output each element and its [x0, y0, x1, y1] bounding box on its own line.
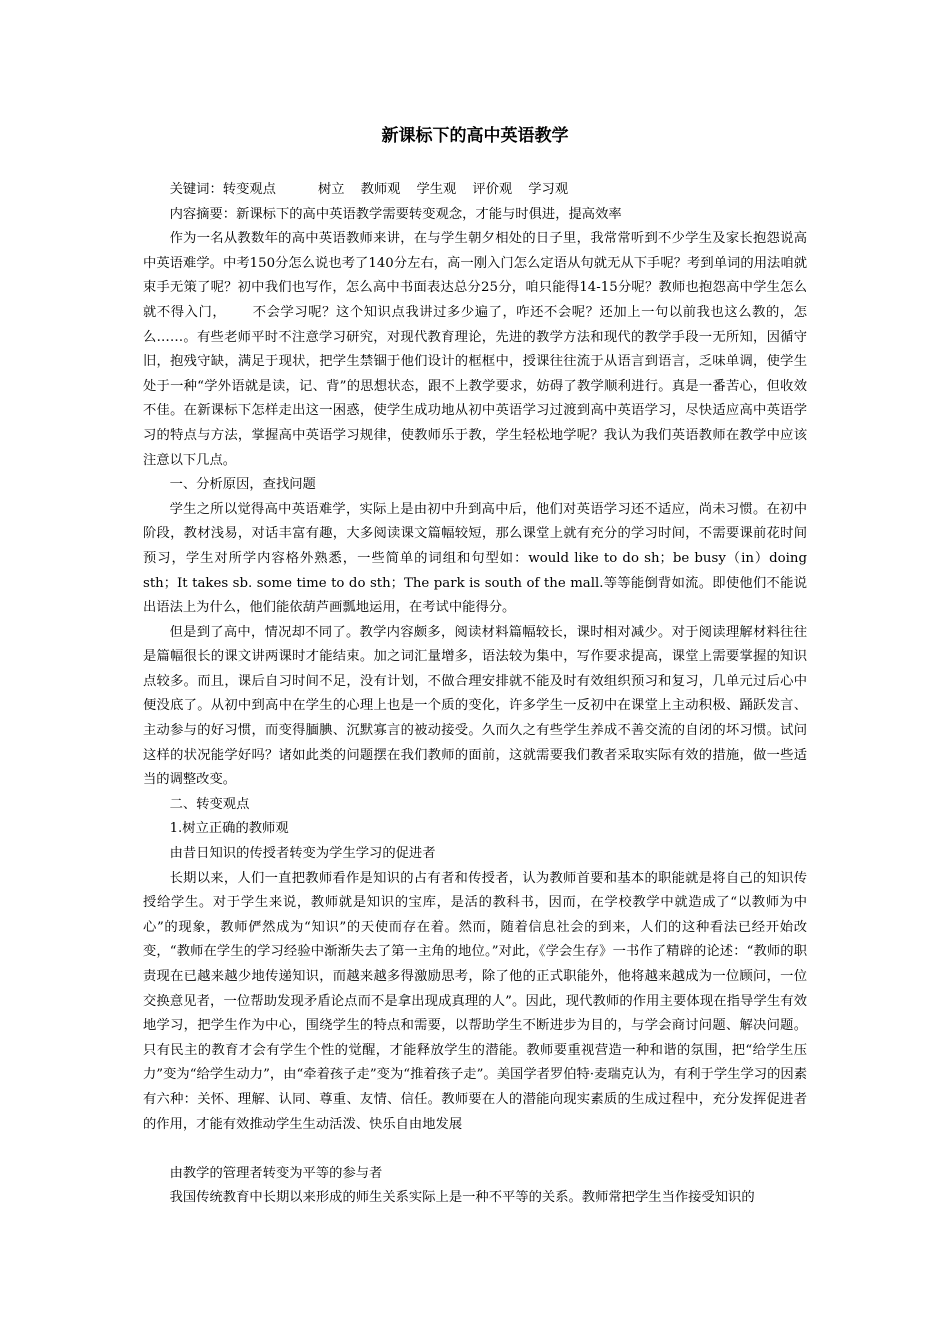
intro-text-part2: 不会学习呢？这个知识点我讲过多少遍了，咋还不会呢？还加上一句以前我也这么教的，怎么……。有些老师平时不注意学习研究，对现代教育理论，先进的教学方法和现代的教学手段一无所知，因循守旧，抱残守缺，满足于现状，把学生禁锢于他们设计的框框中，授课往往流于从语言到语言，乏味单调，使学生处于一种“学外语就是读，记、背”的思想状态，跟不上教学要求，妨碍了教学顺利进行。真是一番苦心，但收效不佳。在新课标下怎样走出这一困惑，使学生成功地从初中英语学习过渡到高中英语学习，尽快适应高中英语学习的特点与方法，掌握高中英语学习规律，使教师乐于教，学生轻松地学呢？我认为我们英语教师在教学中应该注意以下几点。 — [143, 304, 808, 468]
subsection-1b-heading: 由教学的管理者转变为平等的参与者 — [169, 1165, 383, 1181]
keyword-item: 教师观 — [360, 182, 401, 197]
keywords-label: 关键词：转变观点 — [169, 182, 276, 197]
section-1-heading: 一、分析原因，查找问题 — [169, 477, 316, 493]
section-1-paragraph-1: 学生之所以觉得高中英语难学，实际上是由初中升到高中后，他们对英语学习还不适应，尚未习惯。在初中阶段，教材浅易，对话丰富有趣，大多阅读课文篇幅较短，那么课堂上就有充分的学习时间，不需要课前花时间预习，学生对所学内容格外熟悉，一些简单的词组和句型如：would like to do sh；be busy（in）doing sth；It takes sb. some time to do sth；The park is south of the mall.等等能倒背如流。即使他们不能说出语法上为什么，他们能依葫芦画瓢地运用，在考试中能得分。 — [143, 501, 807, 616]
keyword-item: 学生观 — [416, 182, 457, 197]
section-2-heading: 二、转变观点 — [169, 796, 250, 812]
subsection-1-heading: 1.树立正确的教师观 — [169, 821, 289, 837]
keyword-item: 评价观 — [472, 182, 513, 197]
intro-text-part1: 作为一名从教数年的高中英语教师来讲，在与学生朝夕相处的日子里，我常常听到不少学生及家长抱怨说高中英语难学。中考150分怎么说也考了140分左右，高一刚入门怎么定语从句就无从下手呢？考到单词的用法咱就束手无策了呢？初中我们也写作，怎么高中书面表达总分25分，咱只能得14-15分呢？教师也抱怨高中学生怎么就不得入门， — [143, 231, 807, 320]
keywords-line — [143, 178, 807, 203]
intro-paragraph — [143, 227, 807, 473]
subsection-1a-paragraph: 长期以来，人们一直把教师看作是知识的占有者和传授者，认为教师首要和基本的职能就是将自己的知识传授给学生。对于学生来说，教师就是知识的宝库，是活的教科书，因而，在学校教学中就造成了“以教师为中心”的现象，教师俨然成为“知识”的天使而存在着。然而，随着信息社会的到来，人们的这种看法已经开始改变，“教师在学生的学习经验中渐渐失去了第一主角的地位。”对此，《学会生存》一书作了精辟的论述：“教师的职责现在已越来越少地传递知识，而越来越多得激励思考，除了他的正式职能外，他将越来越成为一位顾问，一位交换意见者，一位帮助发现矛盾论点而不是拿出现成真理的人”。因此，现代教师的作用主要体现在指导学生有效地学习，把学生作为中心，围绕学生的特点和需要，以帮助学生不断进步为目的，与学会商讨问题、解决问题。只有民主的教育才会有学生个性的觉醒，才能释放学生的潜能。教师要重视营造一种和谐的氛围，把“给学生压力”变为“给学生动力”，由“牵着孩子走”变为“推着孩子走”。美国学者罗伯特·麦瑞克认为，有利于学生学习的因素有六种：关怀、理解、认同、尊重、友情、信任。教师要在人的潜能向现实素质的生成过程中，充分发挥促进者的作用，才能有效推动学生生动活泼、快乐自由地发展 — [143, 870, 807, 1132]
subsection-1b-paragraph: 我国传统教育中长期以来形成的师生关系实际上是一种不平等的关系。教师常把学生当作接受知识的 — [169, 1190, 755, 1206]
section-1-paragraph-2: 但是到了高中，情况却不同了。教学内容颇多，阅读材料篇幅较长，课时相对减少。对于阅读理解材料往往是篇幅很长的课文讲两课时才能结束。加之词汇量增多，语法较为集中，写作要求提高，课堂上需要掌握的知识点较多。而且，课后自习时间不足，没有计划，不做合理安排就不能及时有效组织预习和复习，几单元过后心中便没底了。从初中到高中在学生的心理上也是一个质的变化，许多学生一反初中在课堂上主动积极、踊跃发言、主动参与的好习惯，而变得腼腆、沉默寡言的被动接受。久而久之有些学生养成不善交流的自闭的坏习惯。试问这样的状况能学好吗？诸如此类的问题摆在我们教师的面前，这就需要我们教者采取实际有效的措施，做一些适当的调整改变。 — [143, 624, 807, 788]
document-body — [143, 178, 807, 1211]
keyword-item: 树立 — [317, 182, 345, 197]
subsection-1a-heading: 由昔日知识的传授者转变为学生学习的促进者 — [169, 846, 436, 862]
abstract-paragraph: 内容摘要：新课标下的高中英语教学需要转变观念，才能与时俱进，提高效率 — [169, 206, 622, 222]
blank-line — [143, 1137, 807, 1162]
document-title: 新课标下的高中英语教学 — [381, 126, 569, 146]
keyword-item: 学习观 — [528, 182, 569, 197]
